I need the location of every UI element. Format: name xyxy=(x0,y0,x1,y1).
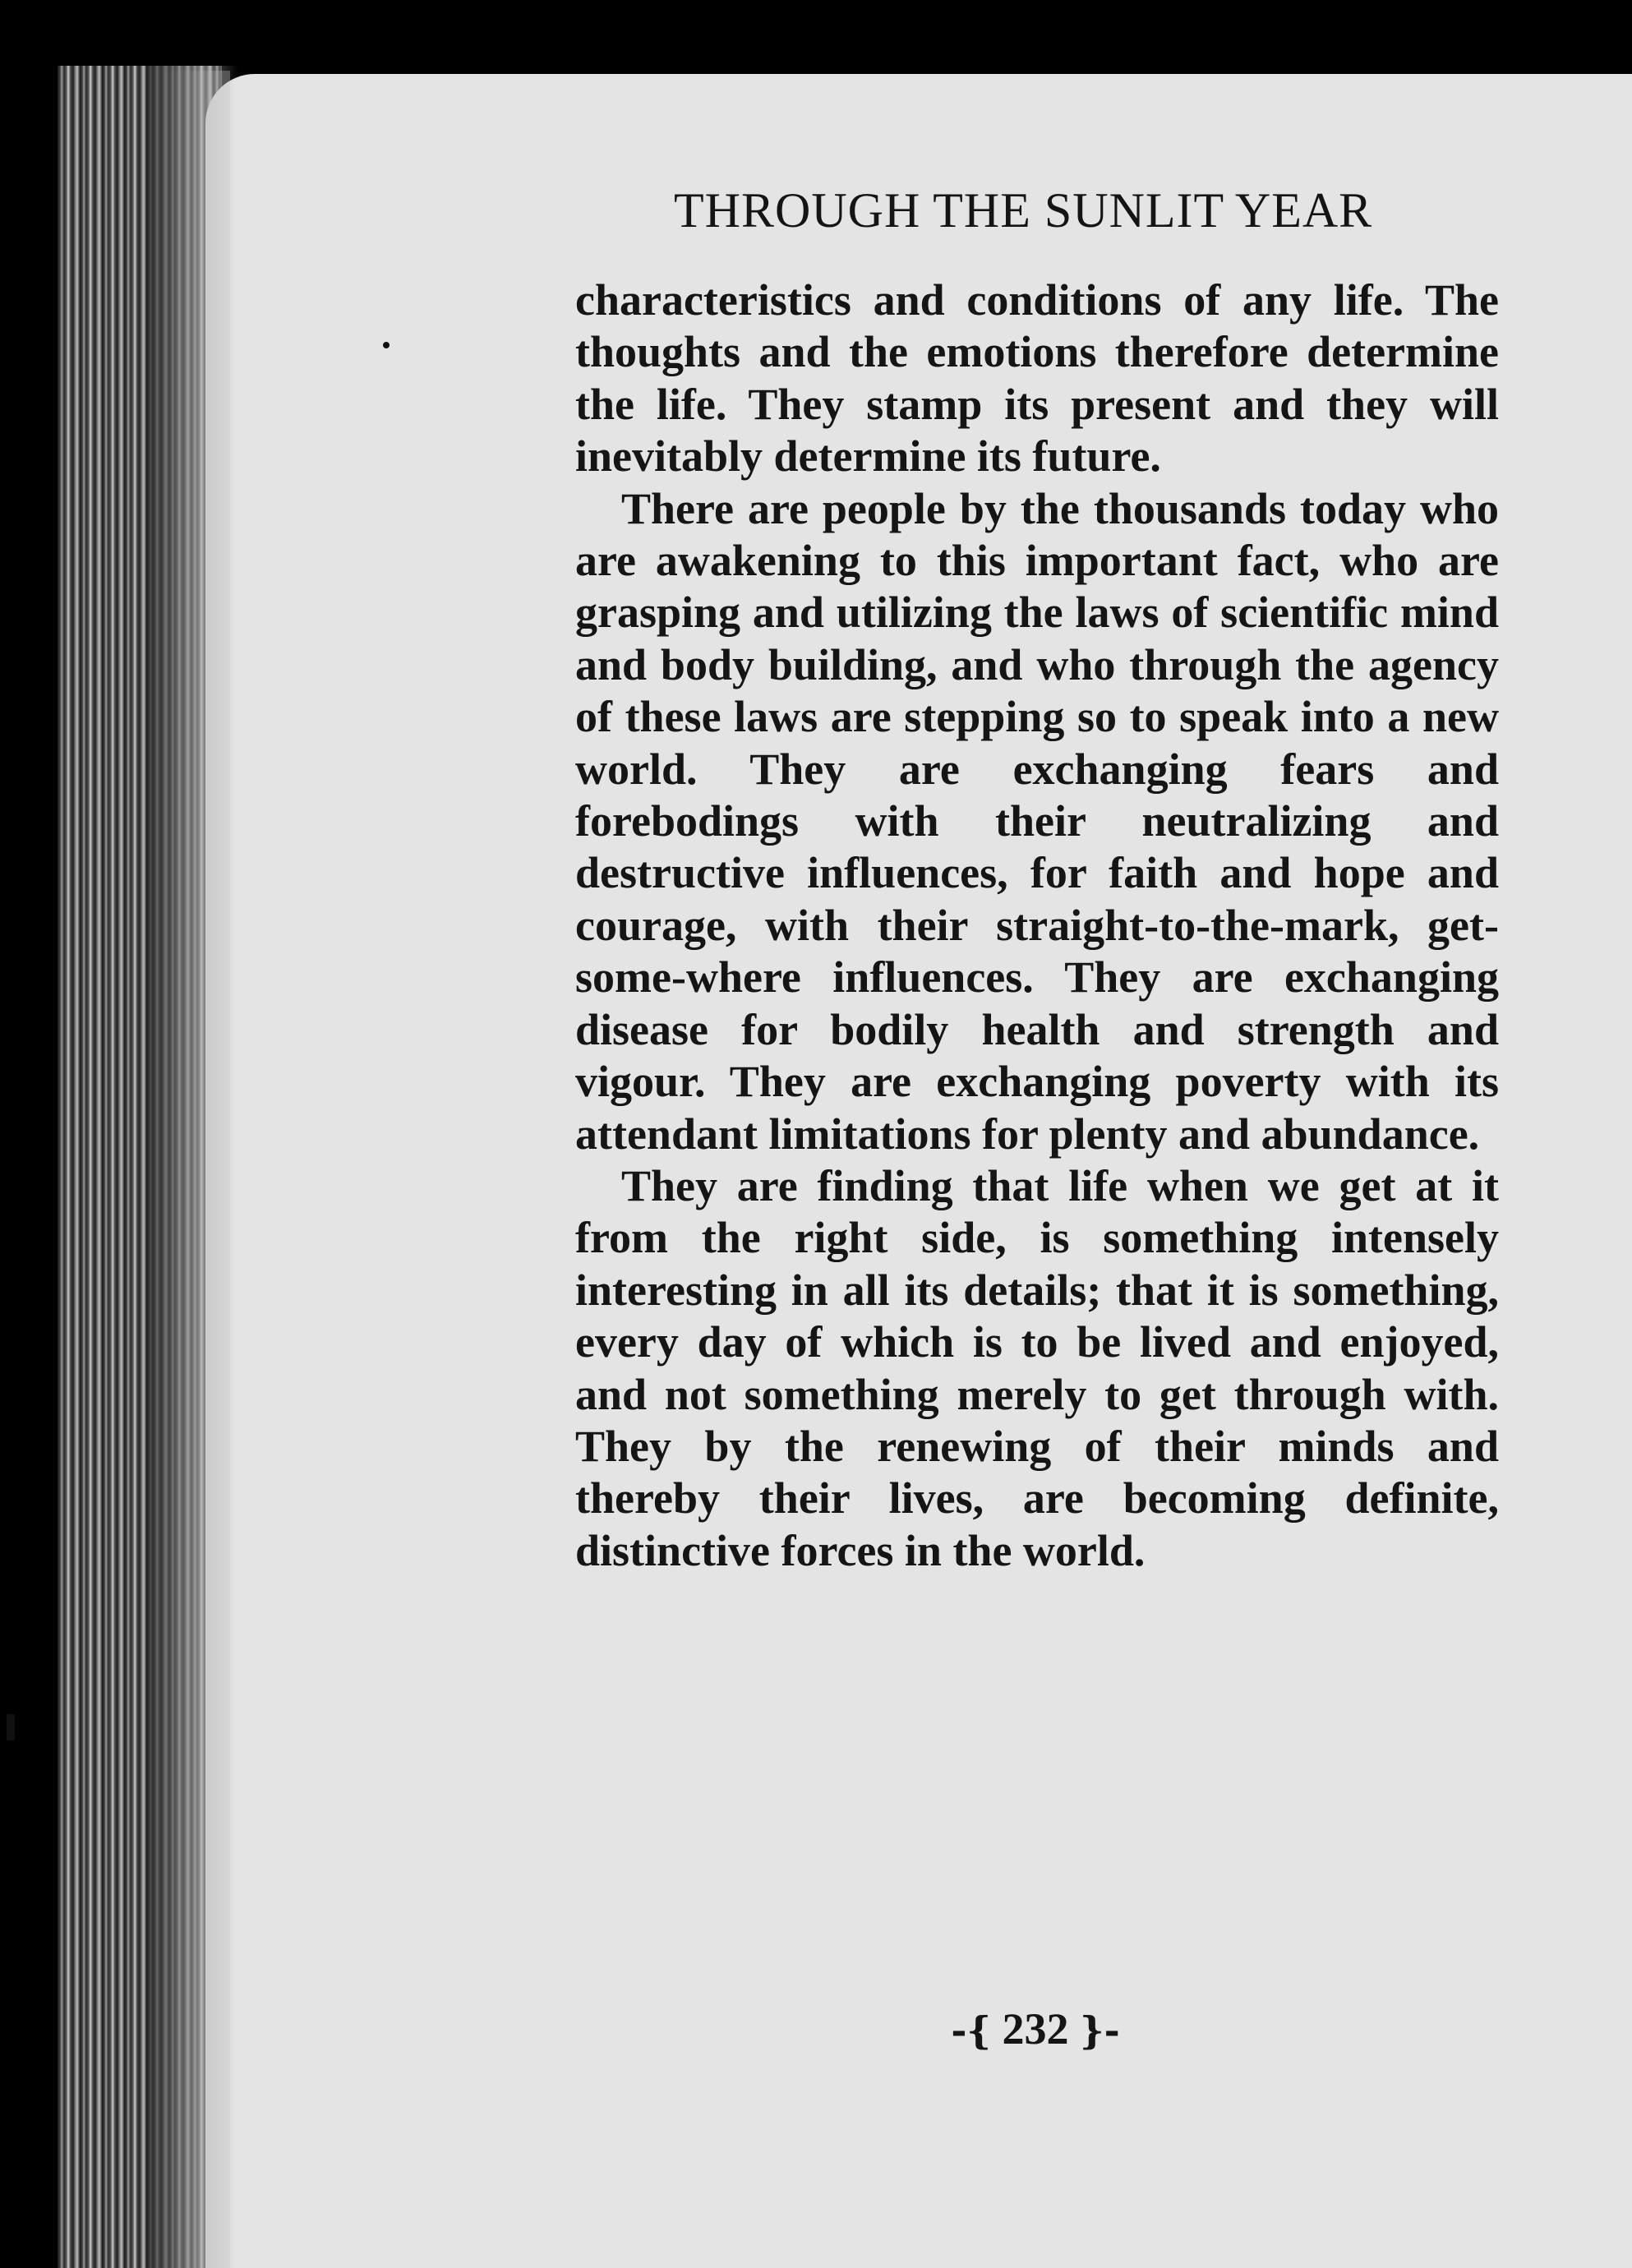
running-head: THROUGH THE SUNLIT YEAR xyxy=(674,183,1373,237)
paragraph-1: characteristics and conditions of any life. The thoughts and the emotions therefore determine the life. They stamp its present and they will inevitably determine its future. xyxy=(575,275,1499,482)
paragraph-2: There are people by the thousands today who are awakening to this important fact, who are grasping and utilizing the laws of scientific mind and body building, and who through the agency of these laws are stepping so to speak into a new world. They are exchanging fears and forebodings with their neutralizing and destructive influences, for faith and hope and courage, with their straight-to-the-mark, get-some-where influences. They are exchanging disease for bodily health and strength and vigour. They are exchanging poverty with its attendant limitations for plenty and abundance. xyxy=(575,483,1499,1159)
page-number xyxy=(937,2003,1134,2054)
gutter-shadow xyxy=(148,66,238,2268)
margin-mark xyxy=(7,1714,15,1740)
ink-speck xyxy=(383,342,390,348)
folio-left-ornament: -{ xyxy=(951,2008,991,2053)
folio-number: 232 xyxy=(1002,2004,1069,2054)
body-text xyxy=(575,274,1499,1577)
paragraph-3: They are finding that life when we get at it from the right side, is something intensely interesting in all its details; that it is something, every day of which is to be lived and enjoyed, and not something merely to get through with. They by the renewing of their minds and thereby their lives, are becoming definite, distinctive forces in the world. xyxy=(575,1160,1499,1575)
folio-right-ornament: }- xyxy=(1080,2008,1120,2053)
